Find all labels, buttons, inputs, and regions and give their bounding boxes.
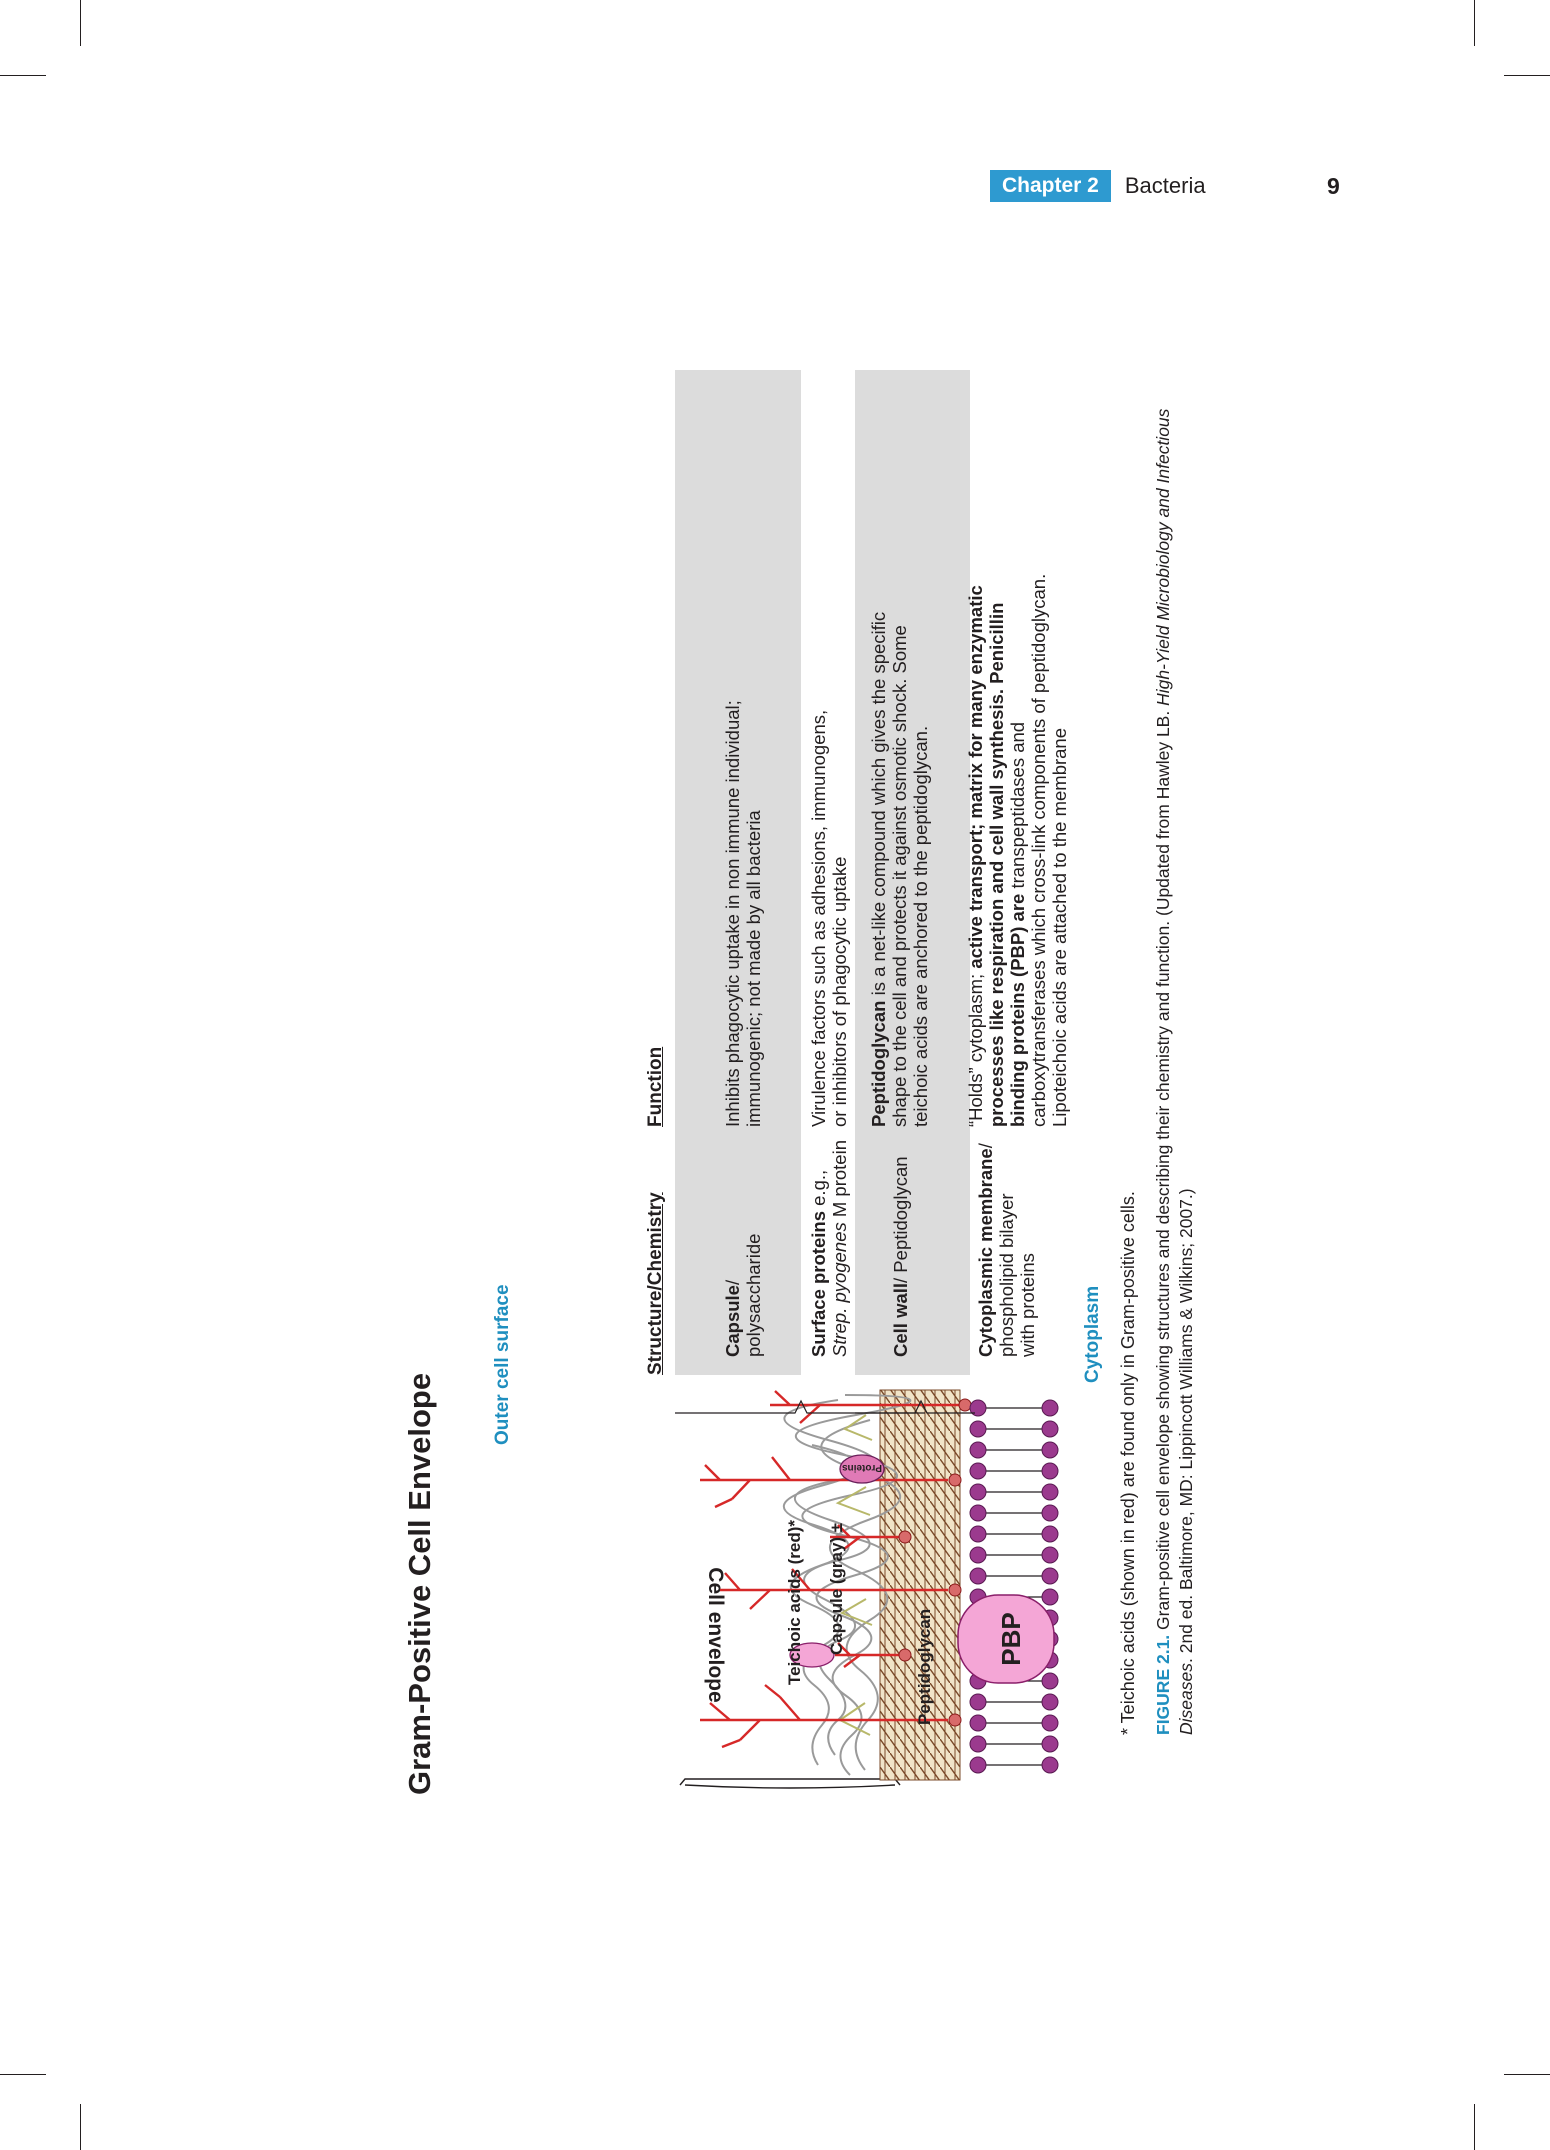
row-capsule-function: Inhibits phagocytic uptake in non immune individual; immunogenic; not made by all bacteria — [722, 700, 764, 1127]
figure-title: Gram-Positive Cell Envelope — [402, 1372, 437, 1795]
row-brackets — [675, 1375, 1045, 1415]
proteins-label: Proteins — [841, 1462, 883, 1473]
chapter-badge: Chapter 2 — [990, 170, 1111, 202]
footnote: * Teichoic acids (shown in red) are found only in Gram-positive cells. — [1118, 1191, 1138, 1735]
row-cellwall-structure: Cell wall/ Peptidoglycan — [890, 1156, 911, 1357]
header-structure: Structure/Chemistry — [645, 1192, 666, 1375]
cell-envelope-bracket — [680, 1779, 900, 1785]
pbp-label: PBP — [996, 1612, 1026, 1666]
outer-surface-label: Outer cell surface — [492, 1284, 513, 1445]
crop-mark — [1504, 2074, 1550, 2075]
membrane-bilayer — [970, 1400, 1058, 1773]
page-number: 9 — [1327, 173, 1340, 199]
crop-mark — [80, 2104, 81, 2150]
caption-label: FIGURE 2.1. — [1153, 1634, 1173, 1735]
running-header — [990, 170, 1206, 202]
row-membrane-function: “Holds” cytoplasm; active transport; matrix for many enzymatic processes like respiration and cell wall synthesis. Penicillin binding proteins (PBP) are transpeptidases and carboxytransferases which cross-link components of peptidoglycan. Lipoteichoic acids are attached to the membrane — [965, 573, 1070, 1127]
crop-mark — [1504, 75, 1550, 76]
envelope-diagram — [500, 1385, 1070, 1795]
teichoic-label: Teichoic acids (red)* — [785, 1519, 804, 1685]
section-title: Bacteria — [1124, 173, 1206, 198]
row-surface-function: Virulence factors such as adhesions, immunogens, or inhibitors of phagocytic uptake — [808, 709, 850, 1127]
row-cellwall-function: Peptidoglycan is a net-like compound which gives the specific shape to the cell and protects it against osmotic shock. Some teichoic acids are anchored to the peptidoglycan. — [868, 611, 931, 1127]
header-function: Function — [645, 1046, 666, 1127]
crop-mark — [0, 75, 46, 76]
figure-rotated — [400, 375, 1220, 1795]
crop-mark — [80, 0, 81, 46]
crop-mark — [0, 2074, 46, 2075]
capsule-label: Capsule (gray) ± — [827, 1522, 846, 1655]
peptidoglycan-label: Peptidoglycan — [915, 1608, 934, 1725]
crop-mark — [1474, 2104, 1475, 2150]
cytoplasm-label: Cytoplasm — [1082, 1285, 1103, 1383]
row-capsule-structure: Capsule/ polysaccharide — [722, 1233, 764, 1357]
cell-envelope-label: Cell envelope — [704, 1567, 727, 1703]
row-membrane-structure: Cytoplasmic membrane/ phospholipid bilayer with proteins — [975, 1143, 1038, 1357]
row-surface-structure: Surface proteins e.g., Strep. pyogenes M protein — [808, 1140, 850, 1357]
crop-mark — [1474, 0, 1475, 46]
figure-caption: FIGURE 2.1. Gram-positive cell envelope showing structures and describing their chemistry and function. (Updated from Hawley LB. High-Yield Microbiology and Infectious Diseases. 2nd ed. Baltimore, MD: Lippincott Williams & Wilkins; 2007.) — [1153, 408, 1196, 1735]
